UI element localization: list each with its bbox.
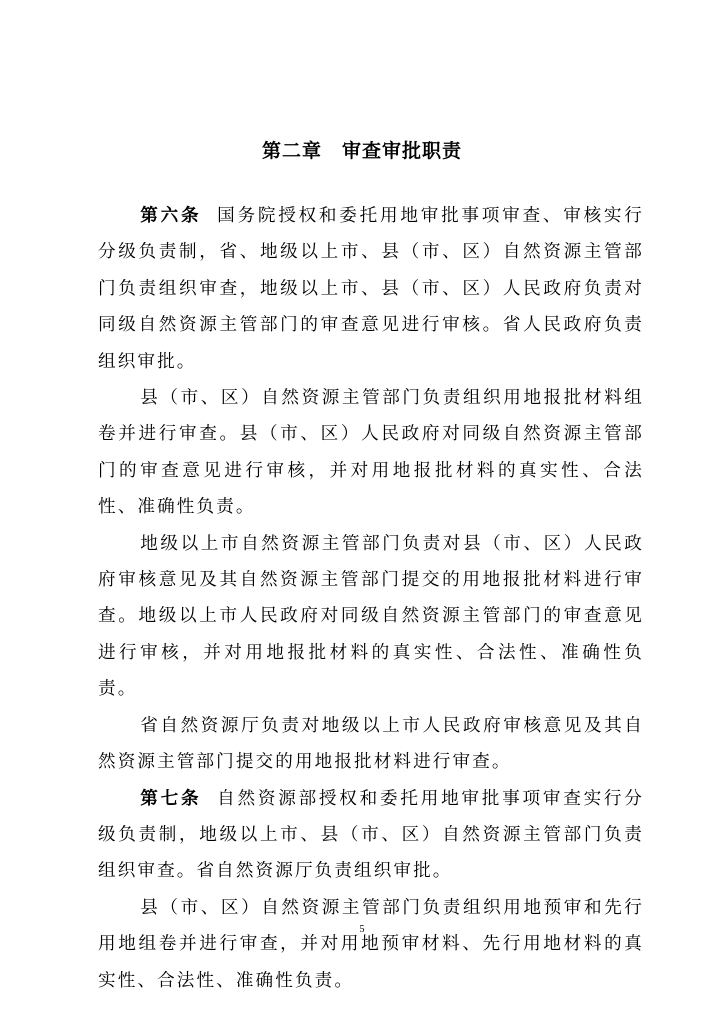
page-number: 5	[359, 924, 365, 935]
paragraph-province-review: 省自然资源厅负责对地级以上市人民政府审核意见及其自然资源主管部门提交的用地报批材料进行审查。	[98, 715, 644, 773]
chapter-title: 第二章 审查审批职责	[261, 140, 462, 162]
article-7-text: 自然资源部授权和委托用地审批事项审查实行分级负责制，地级以上市、县（市、区）自然资源主管部门负责组织审查。省自然资源厅负责组织审批。	[98, 788, 644, 882]
paragraph-city-review: 地级以上市自然资源主管部门负责对县（市、区）人民政府审核意见及其自然资源主管部门提交的用地报批材料进行审查。地级以上市人民政府对同级自然资源主管部门的审查意见进行审核，并对用地报批材料的真实性、合法性、准确性负责。	[98, 533, 644, 700]
article-6-label: 第六条	[140, 206, 202, 226]
article-6-paragraph	[98, 198, 644, 380]
paragraph-county-review: 县（市、区）自然资源主管部门负责组织用地报批材料组卷并进行审查。县（市、区）人民政府对同级自然资源主管部门的审查意见进行审核，并对用地报批材料的真实性、合法性、准确性负责。	[98, 388, 644, 518]
article-7-paragraph	[98, 781, 644, 890]
article-6-text: 国务院授权和委托用地审批事项审查、审核实行分级负责制，省、地级以上市、县（市、区）自然资源主管部门负责组织审查，地级以上市、县（市、区）人民政府负责对同级自然资源主管部门的审查意见进行审核。省人民政府负责组织审批。	[98, 206, 644, 372]
paragraph-preliminary-review: 县（市、区）自然资源主管部门负责组织用地预审和先行用地组卷并进行审查，并对用地预审材料、先行用地材料的真实性、合法性、准确性负责。	[98, 897, 644, 991]
article-7-label: 第七条	[140, 788, 202, 809]
document-body	[98, 198, 644, 999]
